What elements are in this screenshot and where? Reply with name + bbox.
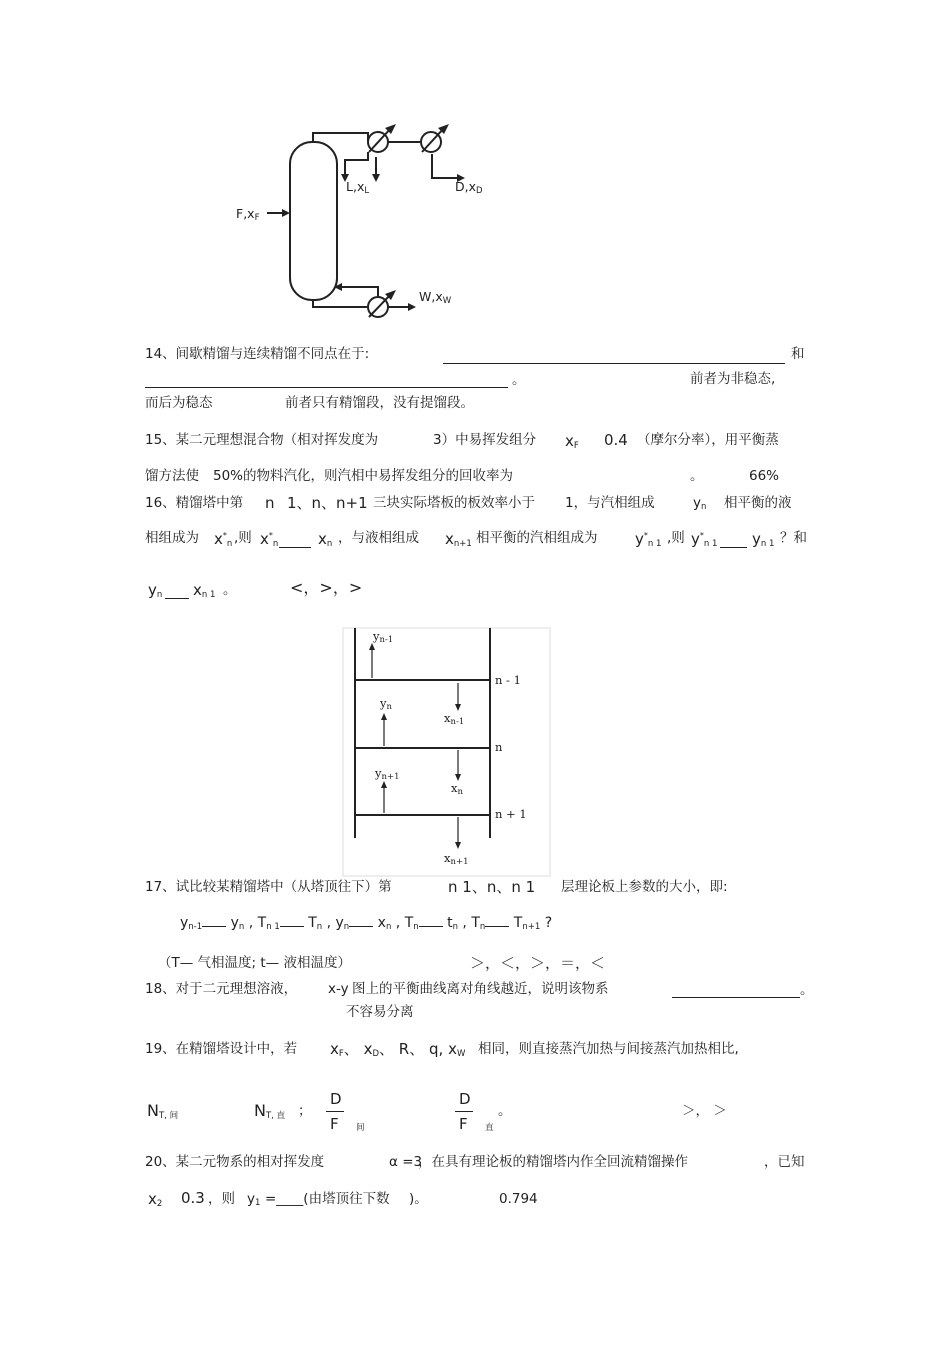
q15-line1a: 15、某二元理想混合物（相对挥发度为: [145, 432, 379, 448]
q19-semicolon: ；: [298, 1103, 312, 1119]
q18-xy: x-y: [328, 981, 349, 997]
q16-yn1-star-2: $y^*_{n 1}$: [691, 530, 718, 549]
label-y-n: $y_n$: [380, 696, 392, 712]
q17-answer: ＞，＜，＞，＝，＜: [470, 954, 606, 972]
q16-plates: 1、n、n+1: [287, 494, 368, 512]
q16-answer: <，>，>: [290, 578, 363, 597]
q20-end: )。: [409, 1191, 428, 1207]
q20-line1b: ，在具有理论板的精馏塔内作全回流精馏操作: [418, 1154, 688, 1170]
q14-stem: 14、间歇精馏与连续精馏不同点在于:: [145, 346, 370, 362]
row-label-n+1: n + 1: [495, 807, 527, 821]
q15-line2b: 50%的物料汽化，则汽相中易挥发组分的回收率为: [213, 468, 514, 484]
q19-variables: $x_F$、 $x_D$、 R、 q, $x_W$: [330, 1040, 466, 1059]
q20-y1: $y_1$: [247, 1191, 261, 1208]
q16-n: n: [265, 494, 275, 512]
row-label-n-1: n - 1: [495, 673, 521, 687]
q16-line1b: 三块实际塔板的板效率小于: [373, 495, 535, 511]
q14-answer-1: 前者为非稳态,: [690, 371, 776, 387]
q15-alpha: 3）中易挥发组分: [433, 432, 537, 448]
q19-frac1-num: D: [330, 1090, 342, 1108]
q14-period: 。: [512, 372, 526, 388]
label-y-n-1: $y_{n-1}$: [373, 629, 394, 645]
q18-line1b: 图上的平衡曲线离对角线越近，说明该物系: [352, 981, 609, 997]
q20-alpha: α =3: [389, 1154, 423, 1170]
q16-line2b: 相平衡的汽相组成为: [476, 530, 598, 546]
q19-line1b: 相同，则直接蒸汽加热与间接蒸汽加热相比,: [478, 1041, 739, 1057]
q16-xn-star-2: $x^*_n$: [260, 530, 279, 549]
q17-line1b: 层理论板上参数的大小，即:: [561, 879, 728, 895]
q16-q-and: ？和: [780, 530, 807, 546]
q19-frac2-den: F: [459, 1115, 468, 1133]
q17-line1a: 17、试比较某精馏塔中（从塔顶往下）第: [145, 879, 392, 895]
q20-line1a: 20、某二元物系的相对挥发度: [145, 1154, 325, 1170]
q18-blank: [672, 996, 800, 998]
q16-line3-end: 。: [223, 582, 237, 598]
reflux-label: $L,x_L$: [346, 179, 370, 196]
q15-line1b: （摩尔分率），用平衡蒸: [637, 432, 779, 448]
q19-frac2-sub: 直: [485, 1123, 494, 1133]
q18-line1a: 18、对于二元理想溶液，: [145, 981, 298, 997]
q16-one: 1，与汽相组成: [565, 495, 655, 511]
q16-line2a: 相组成为: [145, 530, 199, 546]
q14-answer-3: 前者只有精馏段，没有提馏段。: [285, 395, 474, 411]
q18-period: 。: [800, 982, 814, 998]
q14-and: 和: [791, 346, 805, 362]
q19-line1a: 19、在精馏塔设计中，若: [145, 1041, 298, 1057]
q20-eq: =____(由塔顶往下数: [265, 1191, 390, 1207]
q16-line3-yn: $y_n$: [148, 581, 163, 600]
q19-frac1-bar: [326, 1111, 344, 1112]
label-x-n: $x_n$: [451, 781, 463, 797]
feed-label: $F,x_F$: [236, 206, 260, 223]
q15-period: 。: [690, 468, 704, 484]
q16-xn-star: $x^*_n$: [214, 530, 233, 549]
q20-known: ，已知: [764, 1154, 805, 1170]
label-x-n-1: $x_{n-1}$: [444, 711, 465, 727]
label-y-n+1: $y_{n+1}$: [375, 766, 400, 782]
q16-then2: ,则: [667, 530, 685, 546]
q15-xf-value: 0.4: [604, 431, 628, 449]
q19-nt-jian: $N_{T, 间}$: [147, 1101, 179, 1121]
q16-then: ,则: [234, 530, 252, 546]
q16-yn: $y_n$: [693, 495, 707, 512]
q19-answer: ＞， ＞: [682, 1103, 727, 1119]
q16-line1c: 相平衡的液: [724, 495, 792, 511]
q20-x2: $x_2$: [148, 1190, 163, 1209]
q19-frac2-bar: [455, 1111, 473, 1112]
q16-line3-xn1: $x_{n 1}$: [193, 581, 216, 600]
q16-with-liquid: ，与液相组成: [338, 530, 419, 546]
q17-n-terms: n 1、n、n 1: [448, 878, 536, 896]
row-label-n: n: [495, 740, 503, 754]
q20-then: ，则: [208, 1191, 235, 1207]
q20-answer: 0.794: [499, 1191, 538, 1207]
bottoms-label: $W,x_W$: [419, 289, 452, 306]
q15-xf: $x_F$: [565, 432, 579, 451]
q20-x2-value: 0.3: [181, 1189, 205, 1207]
q17-comparisons: $y_{n-1}$ $y_n$ , $T_{n 1}$ $T_n$ , $y_n$ $x_n$ , $T_n$ $t_n$ , $T_n$ $T_{n+1}$ ?: [180, 915, 553, 932]
q19-frac1-sub: 间: [356, 1123, 365, 1133]
q16-yn1-star: $y^*_{n 1}$: [635, 530, 662, 549]
q15-line2a: 馏方法使: [145, 468, 199, 484]
q17-note: （T— 气相温度; t— 液相温度）: [158, 955, 351, 971]
q19-frac1-den: F: [330, 1115, 339, 1133]
distillate-label: $D,x_D$: [455, 179, 483, 196]
q16-line1a: 16、精馏塔中第: [145, 495, 244, 511]
q18-answer: 不容易分离: [346, 1004, 414, 1020]
q19-nt-zhi: $N_{T, 直}$: [254, 1101, 286, 1121]
q19-period: 。: [498, 1103, 512, 1119]
q16-xn1: $x_{n+1}$: [445, 530, 472, 549]
q19-frac2-num: D: [459, 1090, 471, 1108]
q16-xn: $x_n$: [318, 530, 333, 549]
label-x-n+1: $x_{n+1}$: [444, 851, 469, 867]
q15-answer: 66%: [749, 468, 780, 484]
q16-yn1: $y_{n 1}$: [752, 530, 775, 549]
q14-answer-2: 而后为稳态: [145, 395, 213, 411]
